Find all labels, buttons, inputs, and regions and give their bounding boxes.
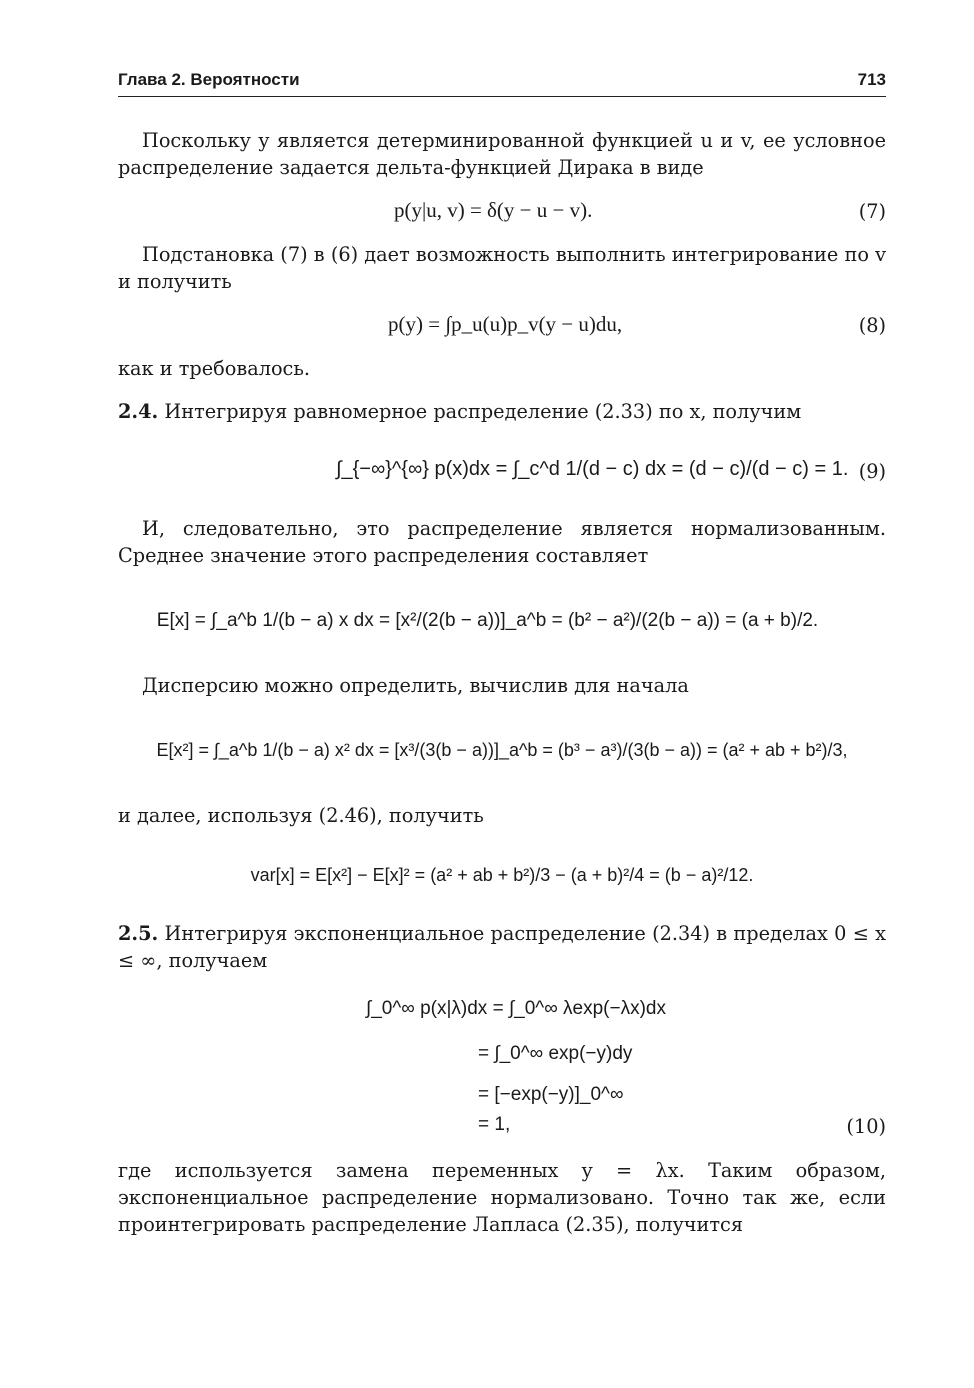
equation-10-line-3: = [−exp(−y)]_0^∞: [478, 1084, 624, 1105]
exercise-2-4: [118, 398, 886, 425]
paragraph-5: И, следовательно, это распределение является нормализованным. Среднее значение этого распределения составляет: [118, 517, 886, 567]
equation-8: p(y) = ∫p_u(u)p_v(y − u)du,: [388, 312, 623, 336]
equation-number-7: (7): [858, 200, 886, 223]
paragraph-3: как и требовалось.: [118, 357, 310, 380]
paragraph-2: Подстановка (7) в (6) дает возможность выполнить интегрирование по v и получить: [118, 243, 886, 293]
exercise-label: 2.4.: [118, 400, 159, 423]
paragraph-7: и далее, используя (2.46), получить: [118, 804, 484, 827]
equation-number-9: (9): [858, 460, 886, 483]
equation-variance: var[x] = E[x²] − E[x]² = (a² + ab + b²)/3 − (a + b)²/4 = (b − a)²/12.: [250, 865, 754, 885]
equation-10-line-4: = 1,: [478, 1114, 511, 1135]
page-number: 713: [857, 70, 886, 89]
equation-7: p(y|u, v) = δ(y − u − v).: [394, 198, 593, 222]
paragraph-1: Поскольку y является детерминированной функцией u и v, ее условное распределение задается дельта-функцией Дирака в виде: [118, 129, 886, 179]
equation-second-moment: E[x²] = ∫_a^b 1/(b − a) x² dx = [x³/(3(b − a))]_a^b = (b³ − a³)/(3(b − a)) = (a² + ab + b²)/3,: [156, 740, 848, 760]
equation-number-10: (10): [846, 1115, 886, 1138]
running-header: [118, 68, 886, 97]
equation-10-line-1: ∫_0^∞ p(x|λ)dx = ∫_0^∞ λexp(−λx)dx: [366, 998, 666, 1019]
equation-mean: E[x] = ∫_a^b 1/(b − a) x dx = [x²/(2(b − a))]_a^b = (b² − a²)/(2(b − a)) = (a + b)/2.: [156, 610, 819, 631]
equation-9: ∫_{−∞}^{∞} p(x)dx = ∫_c^d 1/(d − c) dx = (d − c)/(d − c) = 1.: [336, 458, 849, 480]
equation-10-line-2: = ∫_0^∞ exp(−y)dy: [478, 1043, 633, 1064]
equation-number-8: (8): [858, 314, 886, 337]
exercise-2-5: [118, 920, 886, 974]
paragraph-6: Дисперсию можно определить, вычислив для начала: [142, 674, 689, 697]
exercise-text: Интегрируя экспоненциальное распределение (2.34) в пределах 0 ≤ x ≤ ∞, получаем: [118, 922, 886, 972]
paragraph-9: где используется замена переменных y = λx. Таким образом, экспоненциальное распределение нормализовано. Точно так же, если проинтегрировать распределение Лапласа (2.35), получится: [118, 1159, 886, 1236]
exercise-text: Интегрируя равномерное распределение (2.33) по x, получим: [164, 400, 802, 423]
exercise-label: 2.5.: [118, 922, 159, 945]
chapter-title: Глава 2. Вероятности: [118, 70, 300, 89]
